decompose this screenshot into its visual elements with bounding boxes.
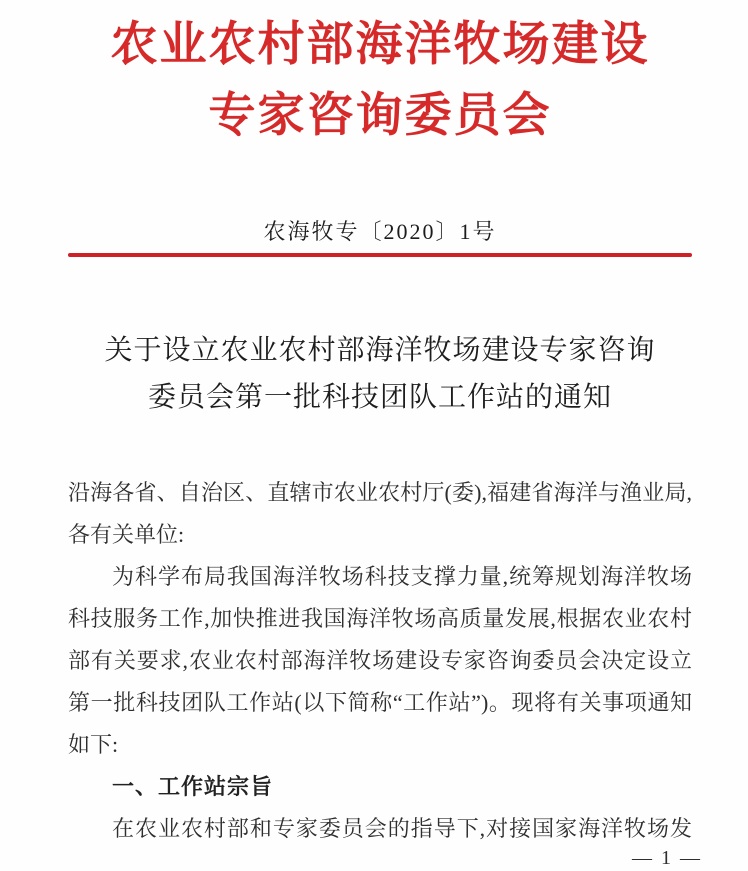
- letterhead: [68, 10, 692, 152]
- body-line: 部有关要求,农业农村部海洋牧场建设专家咨询委员会决定设立: [68, 648, 692, 673]
- letterhead-line-1: 农业农村部海洋牧场建设: [110, 19, 650, 71]
- body-line: 如下:: [68, 732, 119, 757]
- section-heading: 一、工作站宗旨: [112, 774, 274, 799]
- notice-title-line-2: 委员会第一批科技团队工作站的通知: [147, 382, 612, 413]
- document-content: [0, 10, 748, 850]
- letterhead-line-2: 专家咨询委员会: [208, 90, 552, 142]
- body-line: 科技服务工作,加快推进我国海洋牧场高质量发展,根据农业农村: [68, 606, 692, 631]
- red-divider-rule: [68, 253, 692, 257]
- body-line: 在农业农村部和专家委员会的指导下,对接国家海洋牧场发: [112, 816, 692, 841]
- body-line: 第一批科技团队工作站(以下简称“工作站”)。现将有关事项通知: [68, 690, 692, 715]
- page-number: — 1 —: [632, 847, 702, 869]
- body-line-addressee-end: 各有关单位:: [68, 522, 185, 547]
- body-text: [68, 472, 692, 850]
- body-line: 为科学布局我国海洋牧场科技支撑力量,统筹规划海洋牧场: [112, 564, 692, 589]
- notice-title: [68, 327, 692, 421]
- doc-number: 农海牧专〔2020〕1号: [263, 219, 497, 244]
- notice-title-line-1: 关于设立农业农村部海洋牧场建设专家咨询: [104, 335, 656, 366]
- body-line-addressee: 沿海各省、自治区、直辖市农业农村厅(委),福建省海洋与渔业局,: [68, 480, 692, 505]
